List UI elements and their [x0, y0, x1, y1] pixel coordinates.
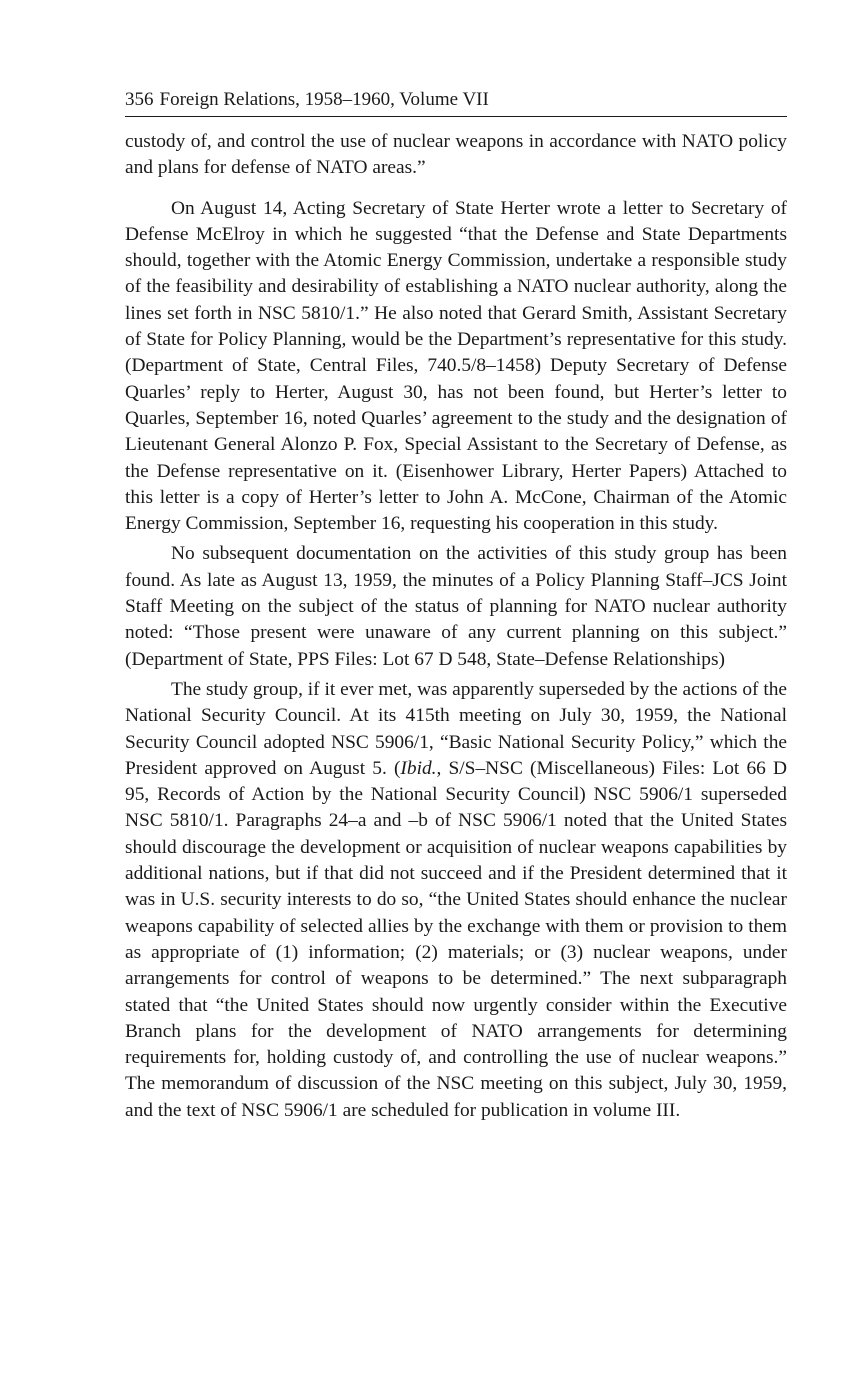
- paragraph-study-group-documentation: No subsequent documentation on the activities of this study group has been found. As late as August 13, 1959, the minutes of a Policy Planning Staff–JCS Joint Staff Meeting on the subject of the status of planning for NATO nuclear authority noted: “Those present were unaware of any current planning on this subject.” (Department of State, PPS Files: Lot 67 D 548, State–Defense Relationships): [125, 543, 787, 670]
- running-title: Foreign Relations, 1958–1960, Volume VII: [159, 89, 489, 110]
- paragraph-text-after: , S/S–NSC (Miscellaneous) Files: Lot 66 D 95, Records of Action by the National Security Council) NSC 5906/1 superseded NSC 5810/1. Paragraphs 24–a and –b of NSC 5906/1 noted that the United States should discourage the development or acquisition of nuclear weapons capabilities by additional nations, but if that did not succeed and if the President determined that it was in U.S. security interests to do so, “the United States should enhance the nuclear weapons capability of selected allies by the exchange with them or provision to them as appropriate of (1) information; (2) materials; or (3) nuclear weapons, under arrangements for control of weapons to be determined.” The next subparagraph stated that “the United States should now urgently consider within the Executive Branch plans for the development of NATO arrangements for determining requirements for, holding custody of, and controlling the use of nuclear weapons.” The memorandum of discussion of the NSC meeting on this subject, July 30, 1959, and the text of NSC 5906/1 are scheduled for publication in volume III.: [125, 757, 787, 1121]
- body-text: [125, 129, 787, 1124]
- paragraph-continued: custody of, and control the use of nuclear weapons in accordance with NATO policy and plans for defense of NATO areas.”: [125, 131, 787, 179]
- ibid-italic: Ibid.: [400, 757, 437, 779]
- page-number: 356: [125, 89, 154, 110]
- paragraph-nsc-supersession: [125, 677, 787, 1124]
- paragraph-herter-letter: On August 14, Acting Secretary of State Herter wrote a letter to Secretary of Defense McElroy in which he suggested “that the Defense and State Departments should, together with the Atomic Energy Commission, undertake a responsible study of the feasibility and desirability of establishing a NATO nuclear authority, along the lines set forth in NSC 5810/1.” He also noted that Gerard Smith, Assistant Secretary of State for Policy Planning, would be the Department’s representative for this study. (Department of State, Central Files, 740.5/8–1458) Deputy Secretary of Defense Quarles’ reply to Herter, August 30, has not been found, but Herter’s letter to Quarles, September 16, noted Quarles’ agreement to the study and the designation of Lieutenant General Alonzo P. Fox, Special Assistant to the Secretary of Defense, as the Defense representative on it. (Eisenhower Library, Herter Papers) Attached to this letter is a copy of Herter’s letter to John A. McCone, Chairman of the Atomic Energy Commission, September 16, requesting his cooperation in this study.: [125, 197, 787, 535]
- document-page: [125, 86, 787, 1124]
- paragraph-text-before: The study group, if it ever met, was apparently superseded by the actions of the National Security Council. At its 415th meeting on July 30, 1959, the National Security Council adopted NSC 5906/1, “Basic National Security Policy,” which the President approved on August 5. (: [125, 678, 788, 779]
- running-head: [125, 86, 787, 117]
